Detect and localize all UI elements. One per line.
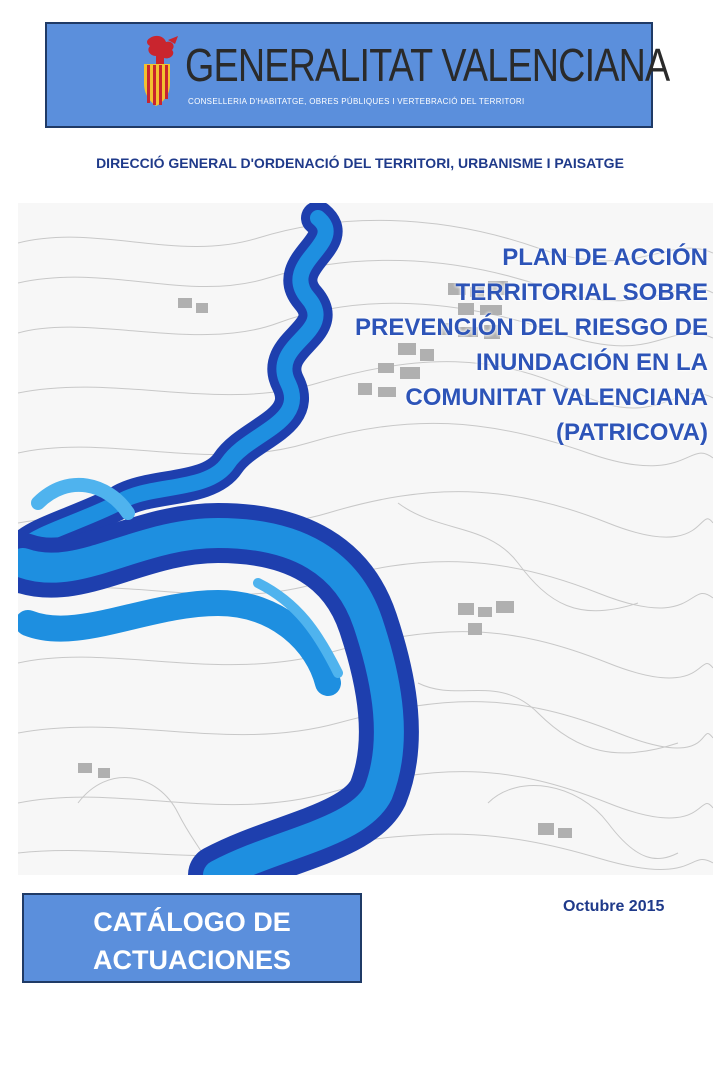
catalog-line-2: ACTUACIONES: [92, 945, 291, 975]
title-line: PLAN DE ACCIÓN: [502, 244, 708, 271]
generalitat-emblem-icon: [142, 34, 182, 116]
publication-date: Octubre 2015: [563, 898, 665, 915]
title-line: PREVENCIÓN DEL RIESGO DE: [355, 314, 708, 341]
catalog-label-box: [22, 893, 362, 983]
department-name: CONSELLERIA D'HABITATGE, OBRES PÚBLIQUES I VERTEBRACIÓ DEL TERRITORI: [188, 97, 525, 106]
title-line: COMUNITAT VALENCIANA: [405, 384, 708, 411]
title-line: INUNDACIÓN EN LA: [476, 349, 708, 376]
org-name: GENERALITAT VALENCIANA: [185, 39, 670, 91]
title-line: (PATRICOVA): [556, 419, 708, 446]
catalog-line-1: CATÁLOGO DE: [93, 907, 291, 937]
direccion-general: DIRECCIÓ GENERAL D'ORDENACIÓ DEL TERRITORI, URBANISME I PAISATGE: [96, 155, 624, 171]
title-line: TERRITORIAL SOBRE: [455, 279, 708, 306]
main-title: [308, 240, 708, 450]
header-banner: [45, 22, 670, 128]
